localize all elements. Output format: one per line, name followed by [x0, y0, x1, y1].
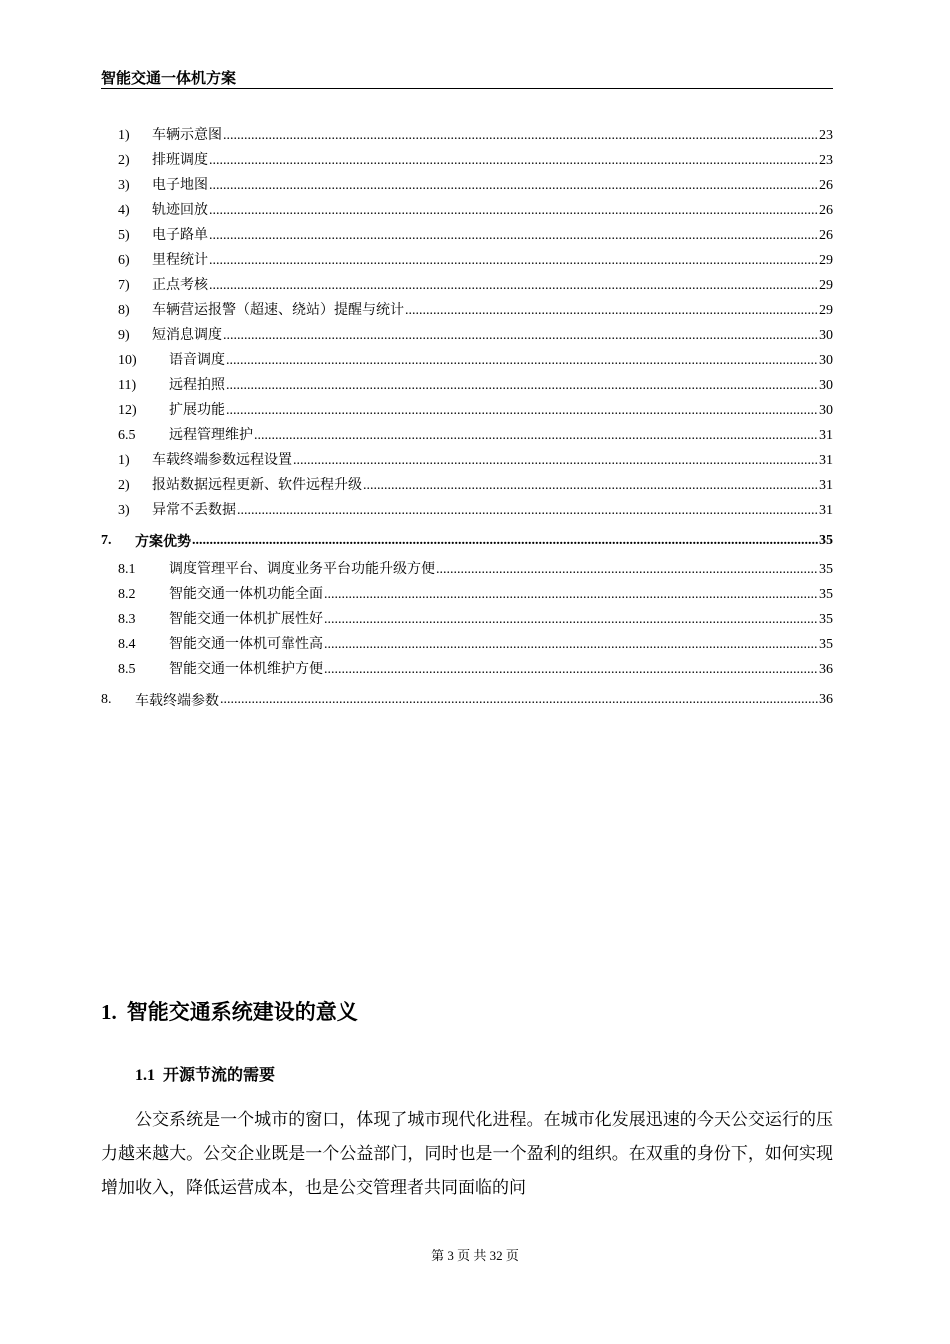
toc-entry[interactable]: [101, 499, 833, 524]
toc-entry[interactable]: [101, 558, 833, 583]
toc-entry-title: 短消息调度: [152, 328, 222, 343]
toc-entry-number: 8.4: [118, 637, 136, 652]
section-heading: [101, 996, 358, 1026]
toc-entry[interactable]: [101, 199, 833, 224]
toc-entry-page: 35: [819, 637, 833, 652]
toc-entry-number: 6): [118, 253, 130, 268]
toc-leader-dots: [209, 253, 818, 269]
toc-leader-dots: [237, 503, 818, 519]
section-heading-number: 1.: [101, 1000, 117, 1024]
toc-entry[interactable]: [101, 399, 833, 424]
toc-entry[interactable]: [101, 224, 833, 249]
toc-entry-number: 12): [118, 403, 137, 418]
subsection-heading-number: 1.1: [135, 1067, 155, 1084]
toc-entry-title: 智能交通一体机维护方便: [169, 662, 323, 677]
toc-entry-number: 9): [118, 328, 130, 343]
toc-entry-number: 2): [118, 153, 130, 168]
toc-entry-title: 异常不丢数据: [152, 503, 236, 518]
toc-entry-page: 26: [819, 228, 833, 243]
toc-leader-dots: [209, 178, 818, 194]
toc-entry-title: 方案优势: [135, 535, 191, 550]
toc-leader-dots: [226, 378, 818, 394]
toc-entry-number: 8.2: [118, 587, 136, 602]
toc-entry[interactable]: [101, 324, 833, 349]
toc-entry-title: 智能交通一体机扩展性好: [169, 612, 323, 627]
toc-entry-number: 7.: [101, 533, 112, 548]
toc-entry-page: 35: [819, 533, 833, 548]
toc-leader-dots: [223, 328, 818, 344]
toc-entry-number: 1): [118, 453, 130, 468]
toc-entry-number: 4): [118, 203, 130, 218]
toc-leader-dots: [192, 533, 818, 549]
toc-leader-dots: [209, 203, 818, 219]
page-header: [101, 64, 833, 89]
toc-entry-number: 10): [118, 353, 137, 368]
toc-entry-page: 29: [819, 253, 833, 268]
toc-entry-page: 36: [819, 692, 833, 707]
toc-leader-dots: [293, 453, 818, 469]
toc-leader-dots: [226, 403, 818, 419]
toc-entry[interactable]: [101, 124, 833, 149]
toc-leader-dots: [254, 428, 818, 444]
toc-entry-number: 8.: [101, 692, 112, 707]
toc-entry[interactable]: [101, 174, 833, 199]
toc-leader-dots: [324, 612, 818, 628]
toc-entry-title: 语音调度: [169, 353, 225, 368]
toc-leader-dots: [436, 562, 818, 578]
toc-leader-dots: [226, 353, 818, 369]
toc-leader-dots: [363, 478, 818, 494]
page-footer: 第 3 页 共 32 页: [431, 1248, 519, 1263]
section-heading-text: 智能交通系统建设的意义: [126, 1000, 358, 1024]
toc-entry-title: 调度管理平台、调度业务平台功能升级方便: [169, 562, 435, 577]
toc-entry-page: 29: [819, 278, 833, 293]
toc-entry-title: 车辆示意图: [152, 128, 222, 143]
toc-entry-page: 26: [819, 178, 833, 193]
toc-entry-title: 电子地图: [152, 178, 208, 193]
header-title: 智能交通一体机方案: [101, 69, 237, 87]
toc-entry-number: 1): [118, 128, 130, 143]
toc-leader-dots: [324, 587, 818, 603]
toc-entry-number: 8.1: [118, 562, 136, 577]
toc-entry-number: 2): [118, 478, 130, 493]
toc-entry-title: 电子路单: [152, 228, 208, 243]
toc-entry-page: 30: [819, 403, 833, 418]
toc-entry-title: 智能交通一体机功能全面: [169, 587, 323, 602]
subsection-heading: [135, 1062, 275, 1085]
toc-entry[interactable]: [101, 149, 833, 174]
toc-entry-number: 8.3: [118, 612, 136, 627]
table-of-contents: [101, 124, 833, 717]
toc-entry[interactable]: [101, 374, 833, 399]
toc-entry[interactable]: [101, 474, 833, 499]
toc-entry-page: 35: [819, 562, 833, 577]
toc-entry-page: 31: [819, 503, 833, 518]
toc-entry[interactable]: [101, 274, 833, 299]
toc-entry-title: 车载终端参数远程设置: [152, 453, 292, 468]
toc-entry-title: 车辆营运报警（超速、绕站）提醒与统计: [152, 303, 404, 318]
toc-entry-number: 8): [118, 303, 130, 318]
toc-entry-number: 7): [118, 278, 130, 293]
toc-entry-number: 8.5: [118, 662, 136, 677]
toc-entry[interactable]: [101, 658, 833, 683]
toc-leader-dots: [209, 228, 818, 244]
toc-leader-dots: [324, 637, 818, 653]
body-paragraph: 公交系统是一个城市的窗口，体现了城市现代化进程。在城市化发展迅速的今天公交运行的压力越来越大。公交企业既是一个公益部门，同时也是一个盈利的组织。在双重的身份下，如何实现增加收入，降低运营成本，也是公交管理者共同面临的问: [101, 1110, 833, 1198]
toc-entry[interactable]: [101, 683, 833, 717]
toc-entry-number: 3): [118, 503, 130, 518]
toc-entry-page: 29: [819, 303, 833, 318]
toc-entry[interactable]: [101, 583, 833, 608]
toc-entry-title: 远程管理维护: [169, 428, 253, 443]
toc-entry-number: 5): [118, 228, 130, 243]
toc-entry[interactable]: [101, 424, 833, 449]
toc-entry[interactable]: [101, 608, 833, 633]
toc-entry-page: 30: [819, 378, 833, 393]
toc-entry-title: 车载终端参数: [135, 694, 219, 709]
toc-entry-page: 23: [819, 128, 833, 143]
toc-entry-title: 轨迹回放: [152, 203, 208, 218]
toc-entry-title: 里程统计: [152, 253, 208, 268]
toc-entry-page: 31: [819, 478, 833, 493]
toc-entry-title: 扩展功能: [169, 403, 225, 418]
toc-leader-dots: [209, 278, 818, 294]
toc-entry-title: 智能交通一体机可靠性高: [169, 637, 323, 652]
toc-entry[interactable]: [101, 449, 833, 474]
toc-entry-page: 36: [819, 662, 833, 677]
toc-leader-dots: [324, 662, 818, 678]
toc-entry-page: 30: [819, 328, 833, 343]
toc-leader-dots: [405, 303, 818, 319]
toc-entry-page: 35: [819, 612, 833, 627]
toc-entry-page: 31: [819, 428, 833, 443]
toc-entry-title: 排班调度: [152, 153, 208, 168]
toc-leader-dots: [220, 692, 818, 708]
toc-entry-number: 3): [118, 178, 130, 193]
toc-leader-dots: [223, 128, 818, 144]
subsection-heading-text: 开源节流的需要: [163, 1065, 276, 1084]
toc-entry[interactable]: [101, 633, 833, 658]
toc-leader-dots: [209, 153, 818, 169]
toc-entry[interactable]: [101, 249, 833, 274]
toc-entry[interactable]: [101, 524, 833, 558]
toc-entry-title: 报站数据远程更新、软件远程升级: [152, 478, 362, 493]
toc-entry-title: 远程拍照: [169, 378, 225, 393]
toc-entry-page: 35: [819, 587, 833, 602]
toc-entry-page: 31: [819, 453, 833, 468]
toc-entry-page: 23: [819, 153, 833, 168]
toc-entry-page: 26: [819, 203, 833, 218]
toc-entry[interactable]: [101, 299, 833, 324]
toc-entry-number: 6.5: [118, 428, 136, 443]
toc-entry[interactable]: [101, 349, 833, 374]
toc-entry-number: 11): [118, 378, 137, 393]
toc-entry-title: 正点考核: [152, 278, 208, 293]
toc-entry-page: 30: [819, 353, 833, 368]
